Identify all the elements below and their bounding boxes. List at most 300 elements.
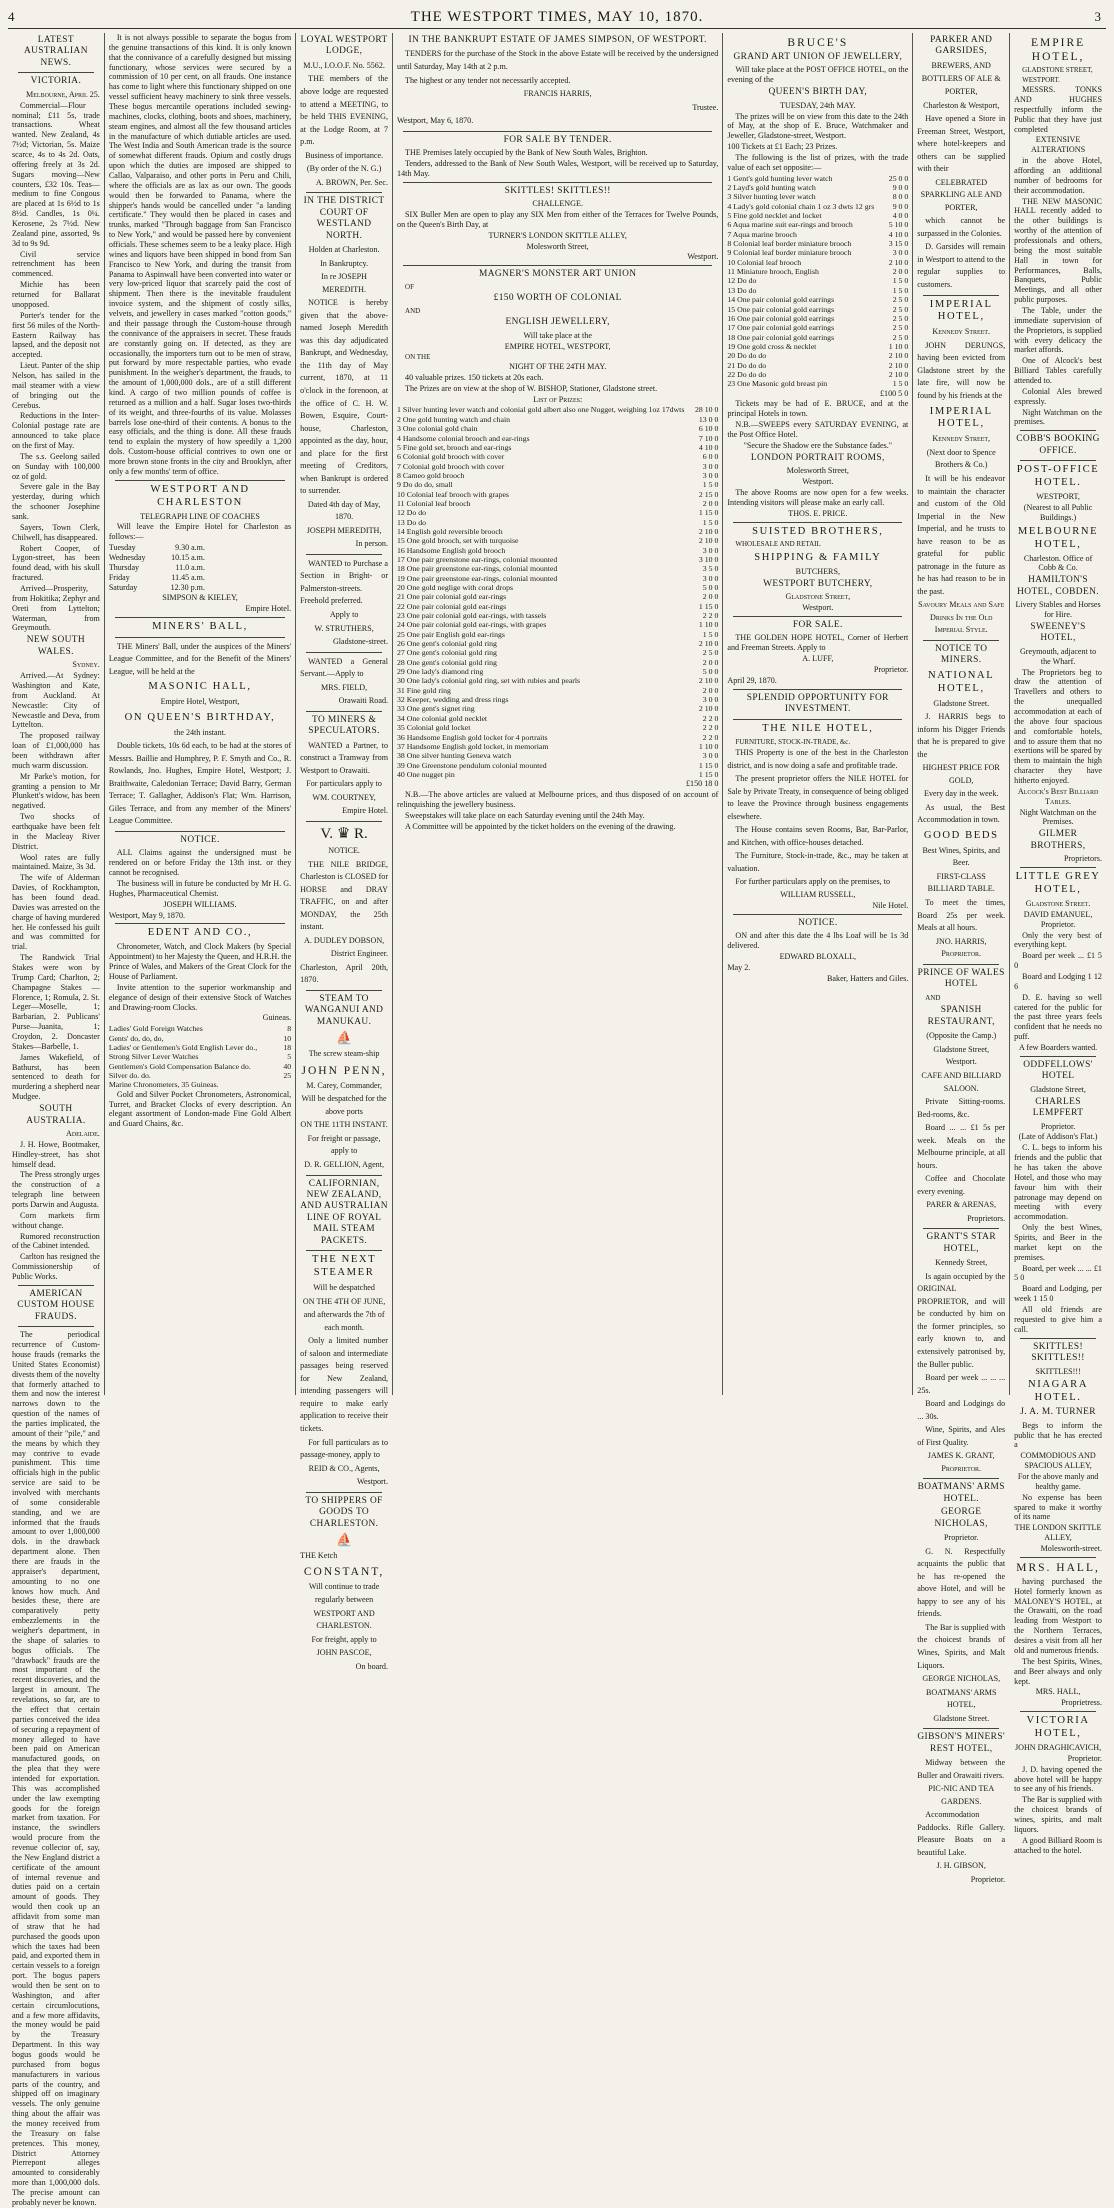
ad-text: WANTED a Partner, to construct a Tramway from Westport to Orawaiti. bbox=[300, 740, 389, 775]
prize-item: 24 One pair colonial gold ear-rings, with grapes bbox=[397, 620, 547, 630]
ad-text: Double tickets, 10s 6d each, to be had at the stores of Messrs. Baillie and Humphrey, P. F. Smyth and Co., R. Rowlands, Jno. Hughes, Empire Hotel, Westport; J. Braithwaite, Caledonian Terrace; David Barry, German Terrace; T. Gallagher, Addison's Flat; Wm. Harrison, Giles Terrace, and from any member of the Miners' League Committee. bbox=[108, 741, 292, 826]
divider bbox=[733, 719, 902, 720]
ad-text: The Table, under the immediate supervision of the Proprietors, is supplied with every delicacy the market affords. bbox=[1014, 306, 1102, 355]
prize-row bbox=[727, 230, 908, 239]
dateline: Sydney. bbox=[72, 660, 100, 670]
prize-row bbox=[727, 220, 908, 229]
prize-item: 8 Cameo gold brooch bbox=[397, 470, 465, 480]
prize-item: 12 Do do bbox=[727, 276, 757, 286]
news-paragraph: Carlton has resigned the Commissionership of Public Works. bbox=[12, 1252, 100, 1281]
prize-value: 2 5 0 bbox=[702, 648, 719, 658]
ad-text: THE Miners' Ball, under the auspices of the Miners' League Committee, and for the Benefit of the Miners' League, will be held at the bbox=[108, 641, 292, 676]
prize-value: 3 0 0 bbox=[702, 470, 719, 480]
prize-value: 2 0 0 bbox=[702, 592, 719, 602]
prize-item: 27 One gent's colonial gold ring bbox=[397, 648, 497, 658]
ad-text: Molesworth Street, bbox=[526, 241, 589, 251]
divider bbox=[115, 923, 285, 924]
ad-signature: SIMPSON & KIELEY, bbox=[162, 593, 238, 603]
news-paragraph: The proposed railway loan of £1,000,000 has been withdrawn after much warm discussion. bbox=[12, 731, 100, 770]
prize-item: 14 English gold reversible brooch bbox=[397, 526, 503, 536]
ad-text: D. E. having so well catered for the public for the past three years feels confident that he needs no puff. bbox=[1014, 992, 1102, 1042]
ad-heading-for-sale: FOR SALE. bbox=[792, 619, 843, 630]
prize-row bbox=[397, 564, 718, 573]
ad-heading-opportunity: SPLENDID OPPORTUNITY FOR INVESTMENT. bbox=[746, 692, 889, 715]
ad-signature: FRANCIS HARRIS, bbox=[523, 89, 592, 99]
ad-text: Colonial Ales brewed expressly. bbox=[1014, 386, 1102, 406]
ad-text: Westport. bbox=[687, 252, 719, 262]
prize-value: 2 5 0 bbox=[892, 295, 909, 305]
ad-text: Midway between the Buller and Orawaiti rivers. bbox=[917, 1758, 1006, 1780]
ad-heading-district-court: IN THE DISTRICT COURT OF WESTLAND NORTH. bbox=[303, 196, 385, 241]
ad-signature: Westport. bbox=[356, 1477, 389, 1487]
ad-text: Night Watchman on the Premises. bbox=[1019, 807, 1097, 827]
ad-text: COMMODIOUS AND SPACIOUS ALLEY, bbox=[1020, 1451, 1096, 1471]
prize-row bbox=[727, 258, 908, 267]
prize-value: 2 2 0 bbox=[702, 723, 719, 733]
ad-text: As usual, the Best Accommodation in town. bbox=[917, 802, 1006, 825]
prize-row bbox=[397, 583, 718, 592]
ad-text: WANTED to Purchase a Section in Bright- or Palmerston-streets. Freehold preferred. bbox=[300, 558, 389, 606]
ad-text: The House contains seven Rooms, Bar, Bar-Parlor, and Kitchen, with office-houses detached. bbox=[727, 825, 909, 847]
prize-value: 4 0 0 bbox=[892, 211, 909, 221]
prize-item: 1 Silver hunting lever watch and colonial gold albert also one Nugget, weighing 1oz 17dwts bbox=[397, 405, 685, 415]
prize-item: 5 Fine gold set, brooch and ear-rings bbox=[397, 442, 512, 452]
ad-text: N.B.—The above articles are valued at Melbourne prices, and thus disposed of on account of relinquishing the jewellery business. bbox=[397, 790, 719, 809]
prize-value: 2 10 0 bbox=[888, 257, 909, 267]
divider bbox=[733, 522, 902, 523]
page-number: 3 bbox=[1094, 9, 1102, 24]
ad-date: May 2. bbox=[727, 962, 751, 972]
prize-row bbox=[397, 536, 718, 545]
ad-text: Guineas. bbox=[262, 1013, 292, 1023]
ad-subheading: GLADSTONE STREET, bbox=[1022, 66, 1093, 75]
ad-text: CAFE AND BILLIARD SALOON. bbox=[921, 1070, 1002, 1093]
heading-nsw: NEW SOUTH WALES. bbox=[26, 635, 86, 657]
ad-text: Night Watchman on the premises. bbox=[1014, 407, 1102, 427]
prize-item: 9 Do do do, small bbox=[397, 480, 453, 490]
prize-row bbox=[397, 574, 718, 583]
prize-row bbox=[727, 211, 908, 220]
heading-sa: SOUTH AUSTRALIA. bbox=[26, 1104, 86, 1126]
prize-item: 3 One colonial gold chain bbox=[397, 424, 478, 434]
prize-row bbox=[397, 490, 718, 499]
news-paragraph: Reductions in the Inter-Colonial postage rate are announced to take place on the first of May. bbox=[12, 411, 100, 450]
ad-text: Only the best Wines, Spirits, and Beer in the market kept on the premises. bbox=[1014, 1223, 1102, 1262]
ad-text: The Furniture, Stock-in-trade, &c., may be taken at valuation. bbox=[727, 851, 909, 873]
ad-text: ALL Claims against the undersigned must be rendered on or before Friday the 13th inst. or they cannot be recognised. bbox=[108, 848, 292, 878]
ad-signature: Proprietors. bbox=[967, 1213, 1006, 1223]
prize-item: 21 One pair colonial gold ear-rings bbox=[397, 592, 507, 602]
prize-row bbox=[397, 462, 718, 471]
prize-row bbox=[397, 424, 718, 433]
royal-arms-emblem bbox=[300, 825, 388, 843]
ad-text: Will be despatched for the above ports bbox=[301, 1094, 387, 1116]
ad-text: ON THE bbox=[405, 352, 431, 361]
column-2 bbox=[105, 33, 296, 1395]
prize-row bbox=[397, 770, 718, 779]
ad-signature: PARER & ARENAS, bbox=[926, 1200, 997, 1210]
ad-heading-post-office-hotel: POST-OFFICE HOTEL. bbox=[1016, 464, 1100, 489]
ad-text: Molesworth-street. bbox=[1040, 1544, 1102, 1554]
ad-text: For freight or passage, apply to bbox=[307, 1133, 381, 1156]
prize-row bbox=[397, 546, 718, 555]
prize-row bbox=[397, 733, 718, 742]
ad-subheading: WESTPORT. bbox=[1022, 75, 1060, 84]
divider bbox=[733, 616, 902, 617]
ad-text: Best Wines, Spirits, and Beer. bbox=[922, 845, 1000, 868]
prize-row bbox=[397, 443, 718, 452]
ad-heading-oddfellows: ODDFELLOWS' HOTEL bbox=[1023, 1059, 1093, 1082]
prize-value: 9 0 0 bbox=[892, 201, 909, 211]
ad-text: EMPIRE HOTEL, WESTPORT, bbox=[504, 341, 611, 351]
prize-item: 6 Colonial gold brooch with cover bbox=[397, 452, 505, 462]
ad-heading-next-steamer: THE NEXT STEAMER bbox=[311, 1254, 377, 1279]
prize-value: 2 5 0 bbox=[892, 332, 909, 342]
ad-text: Begs to inform the public that he has erected a bbox=[1014, 1420, 1102, 1450]
ad-text: FIRST-CLASS BILLIARD TABLE. bbox=[927, 871, 995, 894]
ad-signature: Proprietor. bbox=[873, 664, 909, 674]
prize-value: 1 15 0 bbox=[698, 769, 719, 779]
ad-subheading: Proprietor. bbox=[1040, 1121, 1076, 1131]
ad-text: In Bankruptcy. bbox=[320, 258, 369, 268]
prize-item: 17 One pair colonial gold earrings bbox=[727, 323, 835, 333]
ad-signature: District Engineer. bbox=[330, 949, 389, 959]
divider bbox=[1020, 1338, 1096, 1339]
ad-heading-notice: NOTICE. bbox=[328, 846, 360, 856]
ad-text: HIGHEST PRICE FOR GOLD, bbox=[922, 763, 1000, 785]
ad-signature: On board. bbox=[355, 1661, 389, 1671]
ad-text: D. Garsides will remain in Westport to attend to the regular supplies to customers. bbox=[917, 242, 1006, 289]
ad-text: PIC-NIC AND TEA GARDENS. bbox=[928, 1784, 995, 1806]
news-paragraph: Porter's tender for the first 56 miles of the North-Eastern Railway has lapsed, and the deposit not accepted. bbox=[12, 310, 100, 360]
prize-item: 7 Aqua marine brooch bbox=[727, 229, 797, 239]
ad-text: For the above manly and healthy game. bbox=[1017, 1472, 1099, 1491]
news-paragraph: The Press strongly urges the construction of a telegraph line between ports Darwin and Augusta. bbox=[12, 1170, 100, 1209]
prize-value: 2 5 0 bbox=[892, 313, 909, 323]
prize-value: 4 10 0 bbox=[698, 442, 719, 452]
ad-signature: J. H. GIBSON, bbox=[936, 1861, 986, 1871]
ad-text: Wine, Spirits, and Ales of First Quality. bbox=[917, 1425, 1006, 1447]
prize-item: 20 One gold neglige with coral drops bbox=[397, 583, 514, 593]
ad-heading-coaches: WESTPORT AND CHARLESTON bbox=[150, 483, 250, 508]
ad-heading-national-hotel: NATIONAL HOTEL, bbox=[928, 669, 995, 694]
ad-text: Charleston & Westport, bbox=[923, 100, 1000, 110]
ad-text: THE Ketch bbox=[300, 1550, 338, 1560]
ad-text: Sweepstakes will take place on each Saturday evening until the 24th May. bbox=[405, 810, 645, 820]
divider bbox=[306, 821, 382, 822]
prize-row bbox=[727, 323, 908, 332]
ad-date: Westport, May 6, 1870. bbox=[397, 116, 474, 126]
prize-row bbox=[397, 751, 718, 760]
ad-text: Accommodation Paddocks. Rifle Gallery. Pleasure Boats on a beautiful Lake. bbox=[917, 1810, 1006, 1857]
prize-item: 25 One pair English gold ear-rings bbox=[397, 629, 505, 639]
ad-text: Will leave the Empire Hotel for Charleston as follows:— bbox=[108, 522, 292, 542]
divider bbox=[306, 192, 382, 193]
prize-value: 2 10 0 bbox=[698, 536, 719, 546]
prize-item: 23 One Masonic gold breast pin bbox=[727, 379, 828, 389]
ad-text: Tenders, addressed to the Bank of New South Wales, Westport, will be received up to Saturday, 14th May. bbox=[397, 158, 719, 178]
prize-item: 4 Handsome colonial brooch and ear-rings bbox=[397, 433, 530, 443]
crown-icon: ♛ bbox=[336, 825, 351, 842]
ad-subheading: Gladstone Street, bbox=[1030, 1084, 1086, 1094]
prize-row bbox=[727, 183, 908, 192]
ad-signature: JOSEPH MEREDITH, bbox=[306, 525, 382, 535]
ad-heading-bruce: BRUCE'S bbox=[787, 37, 849, 49]
columns bbox=[8, 33, 1106, 2207]
news-paragraph: Civil service retrenchment has been commenced. bbox=[12, 249, 100, 279]
ad-signature: THOS. E. PRICE. bbox=[788, 508, 848, 518]
prize-value: 2 10 0 bbox=[698, 676, 719, 686]
prize-item: 32 Keeper, wedding and dress rings bbox=[397, 695, 509, 705]
ad-signature: MRS. FIELD, bbox=[321, 682, 368, 692]
prize-value: 6 0 0 bbox=[702, 452, 719, 462]
prize-item: 3 Silver hunting lever watch bbox=[727, 192, 816, 202]
divider bbox=[923, 1478, 999, 1479]
prize-value: 2 5 0 bbox=[892, 304, 909, 314]
prize-row bbox=[397, 415, 718, 424]
ad-heading-speculators: TO MINERS & SPECULATORS. bbox=[308, 714, 380, 737]
dateline: Adelaide. bbox=[65, 1128, 100, 1138]
timetable-row: Tuesday 9.30 a.m. bbox=[108, 543, 205, 553]
ad-text: Chronometer, Watch, and Clock Makers (by Special Appointment) to her Majesty the Queen, and H.R.H. the Prince of Wales, and Makers of the Great Clock for the House of Parliament. bbox=[108, 942, 292, 981]
prize-value: 2 2 0 bbox=[702, 713, 719, 723]
prize-value: 2 0 0 bbox=[702, 498, 719, 508]
ad-venue: MASONIC HALL, bbox=[148, 681, 252, 693]
article-paragraph: The periodical recurrence of Custom-house frauds (remarks the United States Economist) divests them of the novelty that formerly attached to them and now the interest narrows down to the question of the names of the parties implicated, the amount of their "pile," and the means by which they may contrive to evade punishment. This time officials high in the public service are said to be involved with merchants of some considerable standing, and we are informed that the frauds amount to over 1,000,000 dols. in the drawback department alone. Then there are frauds in the appraiser's department, amounting to no one knows how much. And besides these, there are comparatively petty embezzlements in the weigher's department, in the shape of salaries to bogus officials. The "drawback" frauds are the most important of the recent discoveries, and the largest in amount. The revelations, so far, are to the effect that certain parties conceived the idea of securing a repayment of money alleged to have been paid on American manufactured goods, on the plea that they were intended for exportation. This was accomplished under the law exempting goods for the foreign market from taxation. For instance, the swindlers would procure from the revenue collector of, say, the New England district a certificate of the amount of internal revenue and duties paid on a certain amount of goods. They would then cook up an affidavit from some man of straw that he had purchased the goods upon which the taxes had been paid, and exported them in certain vessels to a foreign port. The bogus papers would then be sent on to Washington, and after certain circumlocutions, and a few more affidavits, the money would be paid by the Treasury Department. In this way bogus goods would be purchased from bogus manufacturers in various parts of the country, and shipped off on imaginary vessels. The only genuine thing about the affair was the money received from the Treasury on false pretences. This money, District Attorney Pierrepont alleges amounted to considerably more than 1,000,000 dols. The precise amount can probably never be known. bbox=[12, 1330, 100, 2207]
prize-value: 2 5 0 bbox=[892, 323, 909, 333]
ad-text: The Bar is supplied with the choicest brands of wines, spirits, and malt liquors. bbox=[1014, 1795, 1102, 1834]
prize-value: 1 5 0 bbox=[892, 285, 909, 295]
news-paragraph: Sayers, Town Clerk, Chilwell, has disappeared. bbox=[12, 522, 100, 542]
ad-text: THIS Property is one of the best in the Charleston district, and is now doing a safe and profitable trade. bbox=[727, 748, 909, 770]
prize-value: 2 0 0 bbox=[702, 685, 719, 695]
ad-text: Savoury Meals and Safe Drinks In the Old Imperial Style. bbox=[918, 600, 1005, 635]
timetable-row: Thursday 11.0 a.m. bbox=[108, 563, 205, 573]
prize-row bbox=[397, 434, 718, 443]
prize-value: 28 10 0 bbox=[694, 405, 719, 415]
ad-text: (By order of the N. G.) bbox=[306, 164, 382, 174]
ad-heading-art-union: MAGNER'S MONSTER ART UNION bbox=[478, 269, 637, 280]
ad-text: Will take place at the POST OFFICE HOTEL, on the evening of the bbox=[727, 65, 909, 85]
divider bbox=[306, 554, 382, 555]
divider bbox=[1020, 460, 1096, 461]
ad-text: Is again occupied by the ORIGINAL PROPRIETOR, and will be conducted by him on the former principles, so early known to, and extensively patronised by, the Buller public. bbox=[917, 1271, 1006, 1369]
prize-total: £100 5 0 bbox=[879, 388, 909, 398]
prize-item: 16 One pair colonial gold earrings bbox=[727, 313, 835, 323]
ad-text: The screw steam-ship bbox=[308, 1049, 380, 1059]
prize-item: 9 Colonial leaf border miniature brooch bbox=[727, 248, 852, 258]
ad-text: For full particulars as to passage-money, apply to bbox=[300, 1437, 389, 1460]
prize-item: 36 Handsome English gold locket for 4 portraits bbox=[397, 732, 548, 742]
prize-row bbox=[727, 351, 908, 360]
ad-heading-skittles: SKITTLES! SKITTLES!! bbox=[504, 185, 611, 196]
divider bbox=[18, 72, 94, 73]
prize-row bbox=[397, 742, 718, 751]
timetable-row: Friday 11.45 a.m. bbox=[108, 573, 205, 583]
divider bbox=[115, 480, 285, 481]
ad-text: QUEEN'S BIRTH DAY, bbox=[768, 87, 868, 98]
ad-heading-prince-of-wales: PRINCE OF WALES HOTEL bbox=[917, 967, 1005, 990]
prize-value: 2 10 0 bbox=[888, 351, 909, 361]
ad-signature: WM. COURTNEY, bbox=[312, 792, 376, 802]
prize-row bbox=[397, 499, 718, 508]
ad-date: Charleston, April 20th, 1870. bbox=[300, 962, 389, 985]
price-row: Marine Chronometers, 35 Guineas. bbox=[108, 1080, 219, 1090]
prize-value: 2 0 0 bbox=[892, 267, 909, 277]
ad-text: NIGHT OF THE 24TH MAY. bbox=[509, 362, 607, 372]
ad-text: M. Carey, Commander, bbox=[306, 1080, 382, 1090]
ad-text: The Proprietors beg to draw the attention of Travellers and others to the unequalled accommodation at each of the above four spacious and comfortable hotels, and to assure them that no exertions will be spared by them to maintain the high character they have hitherto enjoyed. bbox=[1014, 667, 1102, 785]
ad-text: ON and after this date the 4 lbs Loaf will be 1s 3d delivered. bbox=[727, 931, 909, 950]
ad-signature: Gladstone-street. bbox=[332, 637, 389, 647]
ad-signature: JNO. HARRIS, Proprietor. bbox=[935, 936, 987, 959]
prize-row bbox=[397, 508, 718, 517]
prize-row bbox=[727, 370, 908, 379]
prize-value: 5 10 0 bbox=[888, 220, 909, 230]
ad-text: C. L. begs to inform his friends and the public that he has taken the above Hotel, and those who may favour him with their patronage may depend on meeting with every accommodation. bbox=[1014, 1143, 1102, 1222]
prize-row bbox=[397, 452, 718, 461]
prize-row bbox=[397, 592, 718, 601]
prize-row bbox=[727, 333, 908, 342]
divider bbox=[115, 617, 285, 618]
price-row: Ladies' Gold Foreign Watches 8 bbox=[108, 1024, 292, 1034]
ad-text: Gladstone Street, bbox=[785, 592, 851, 602]
divider bbox=[923, 964, 999, 965]
divider bbox=[403, 182, 712, 183]
ad-subheading: Gladstone Street. bbox=[1025, 898, 1091, 908]
prize-row bbox=[727, 379, 908, 388]
heading-australian-news: LATEST AUSTRALIAN NEWS. bbox=[23, 35, 88, 68]
prize-value: 1 15 0 bbox=[698, 760, 719, 770]
prize-row bbox=[397, 695, 718, 704]
prize-row bbox=[727, 248, 908, 257]
prize-item: 21 Do do do bbox=[727, 360, 767, 370]
prize-row bbox=[727, 192, 908, 201]
ad-signature: Orawaiti Road. bbox=[338, 696, 389, 706]
ad-text: TUESDAY, 24th MAY. bbox=[780, 100, 856, 110]
ad-text: in the above Hotel, affording an additional number of bedrooms for their accommodation. bbox=[1014, 156, 1102, 195]
prize-value: 1 15 0 bbox=[698, 508, 719, 518]
ad-signature: JOSEPH WILLIAMS. bbox=[163, 899, 237, 909]
ad-subheading: Gladstone Street. bbox=[933, 698, 990, 708]
ad-text: Westport. bbox=[802, 477, 834, 487]
price-row: Gents' do, do, do, 10 bbox=[108, 1033, 292, 1043]
divider bbox=[115, 831, 285, 832]
prize-item: 19 One pair greenstone ear-rings, colonial mounted bbox=[397, 573, 558, 583]
column-6 bbox=[913, 33, 1010, 1884]
news-paragraph: Commercial—Flour nominal; £11 5s, trade transactions. Wheat wanted. New Zealand, 4s 7½d; Victorian, 5s. Maize scarce, 4s to 4s 2d. Oats, offering freely at 3s 2d. Sugars moving—New counters, £32 10s. Teas—medium to fine Congous are placed at 1s 6½d to 1s 8½d. Candles, 1s 0¼. Kerosene, 2s 7½d. New Zealand pine, assorted, 9s 3d to 9s 9d. bbox=[12, 100, 100, 248]
prize-list bbox=[727, 174, 908, 389]
prize-row bbox=[397, 555, 718, 564]
prize-item: 34 One colonial gold necklet bbox=[397, 713, 488, 723]
prize-item: 7 Colonial gold brooch with cover bbox=[397, 461, 505, 471]
ad-heading-empire-hotel: EMPIRE HOTEL, bbox=[1030, 37, 1086, 64]
ad-heading-tender: FOR SALE BY TENDER. bbox=[503, 134, 612, 145]
ad-subheading: Kennedy Street, bbox=[935, 1258, 988, 1268]
ad-text: The Prizes are on view at the shop of W. BISHOP, Stationer, Gladstone street. bbox=[405, 383, 658, 393]
ad-signature: Proprietress. bbox=[1061, 1698, 1102, 1708]
ad-heading-george-nicholas: GEORGE NICHOLAS, bbox=[934, 1507, 988, 1529]
ad-subheading: JOHN DRAGHICAVICH, bbox=[1014, 1742, 1102, 1752]
prize-value: 1 10 0 bbox=[698, 620, 719, 630]
prize-item: 28 One gent's colonial gold ring bbox=[397, 657, 497, 667]
prize-item: 15 One pair colonial gold earrings bbox=[727, 304, 835, 314]
prize-row bbox=[397, 714, 718, 723]
ad-text: Alcock's Best Billiard Tables. bbox=[1017, 786, 1099, 806]
ad-signature: JAMES K. GRANT, Proprietor. bbox=[927, 1451, 995, 1473]
prize-value: 2 15 0 bbox=[698, 489, 719, 499]
ad-text: The highest or any tender not necessarily accepted. bbox=[405, 75, 571, 85]
ad-signature: In person. bbox=[355, 539, 389, 549]
prize-row bbox=[727, 276, 908, 285]
prize-row bbox=[397, 723, 718, 732]
ad-text: Only a limited number of saloon and intermediate passages being reserved for New Zealand, intending passengers will require to make early application to receive their tickets. bbox=[300, 1336, 389, 1434]
ad-text: Livery Stables and Horses for Hire. bbox=[1015, 600, 1101, 620]
ad-heading-little-grey: LITTLE GREY HOTEL, bbox=[1015, 871, 1101, 896]
ad-signature: MRS. HALL, bbox=[1035, 1687, 1081, 1697]
column-3 bbox=[296, 33, 393, 1671]
ad-text: Will take place at the bbox=[523, 330, 592, 340]
prize-item: 11 Colonial leaf brooch bbox=[397, 498, 471, 508]
price-row: Gentlemen's Gold Compensation Balance do. 40 bbox=[108, 1061, 292, 1071]
ad-signature: Gladstone Street. bbox=[933, 1713, 990, 1723]
divider bbox=[733, 689, 902, 690]
ad-text: The best Spirits, Wines, and Beer always and only kept. bbox=[1014, 1656, 1102, 1686]
news-paragraph: J. H. Howe, Bootmaker, Hindley-street, has shot himself dead. bbox=[12, 1139, 100, 1169]
prize-item: 14 One pair colonial gold earrings bbox=[727, 295, 835, 305]
ad-subheading: Proprietor. bbox=[1067, 1753, 1102, 1763]
ad-text: Every day in the week. bbox=[924, 789, 999, 799]
prize-value: 2 10 0 bbox=[698, 526, 719, 536]
ad-date: ON QUEEN'S BIRTHDAY, bbox=[124, 711, 276, 723]
divider bbox=[306, 652, 382, 653]
ship-name: CONSTANT, bbox=[303, 1566, 385, 1579]
ad-subheading: (Late of Addison's Flat.) bbox=[1018, 1132, 1098, 1142]
ad-text: Empire Hotel, Westport, bbox=[160, 697, 240, 707]
ad-text: The above Rooms are now open for a few weeks. Intending visitors will please make an early call. bbox=[727, 487, 909, 507]
prize-value: 2 10 0 bbox=[698, 639, 719, 649]
prize-value: 3 5 0 bbox=[702, 564, 719, 574]
ad-text: THE GOLDEN HOPE HOTEL, Corner of Herbert and Freeman Streets. Apply to bbox=[727, 633, 909, 653]
ad-text: Board, per week ... ... £1 5 0 bbox=[1014, 1263, 1102, 1283]
ad-text: Greymouth, adjacent to the Wharf. bbox=[1019, 646, 1097, 666]
ad-text: AND bbox=[405, 306, 421, 315]
ad-text: One of Alcock's best Billiard Tables carefully attended to. bbox=[1014, 356, 1102, 386]
prize-item: 18 One pair colonial gold earrings bbox=[727, 332, 835, 342]
masthead bbox=[8, 6, 1106, 29]
prize-item: 19 One gold cross & necklet bbox=[727, 341, 817, 351]
ad-text: Will continue to trade regularly between bbox=[308, 1582, 380, 1605]
heading-custom-house-frauds: AMERICAN CUSTOM HOUSE FRAUDS. bbox=[17, 1288, 95, 1322]
ad-text: G. N. Respectfully acquaints the public that he has re-opened the above Hotel, and will be happy to see any of his friends. bbox=[917, 1546, 1006, 1619]
ad-text: TENDERS for the purchase of the Stock in the above Estate will be received by the undersigned until Saturday, May 14th at 2 p.m. bbox=[397, 49, 719, 71]
ad-text: THE NEW MASONIC HALL recently added to the other buildings is worthy of the attention of professionals and others, being the most suitable Hall in town for Performances, Balls, Banquets, Public Meetings, and all other public purposes. bbox=[1014, 196, 1102, 305]
prize-value: 3 0 0 bbox=[702, 573, 719, 583]
divider bbox=[1020, 1056, 1096, 1057]
ad-text: Gold and Silver Pocket Chronometers, Astronomical, Turret, and Bracket Clocks of every description. An elegant assortment of London-made Fine Gold Albert and Guard Chains, &c. bbox=[108, 1089, 292, 1129]
prize-value: 3 0 0 bbox=[702, 751, 719, 761]
price-row: Strong Silver Lever Watches 5 bbox=[108, 1052, 292, 1062]
news-paragraph: Rumored reconstruction of the Cabinet intended. bbox=[12, 1231, 100, 1251]
ad-text: A Committee will be appointed by the ticket holders on the evening of the drawing. bbox=[405, 821, 676, 831]
prize-item: 13 Do do bbox=[727, 285, 757, 295]
prize-row bbox=[727, 361, 908, 370]
ad-text: For freight, apply to bbox=[311, 1634, 377, 1644]
ad-subheading: GRAND ART UNION OF JEWELLERY, bbox=[733, 52, 903, 63]
ad-text: Coffee and Chocolate every evening. bbox=[917, 1174, 1006, 1196]
prize-value: 7 10 0 bbox=[698, 433, 719, 443]
prize-item: 2 Layd's gold hunting watch bbox=[727, 183, 816, 193]
